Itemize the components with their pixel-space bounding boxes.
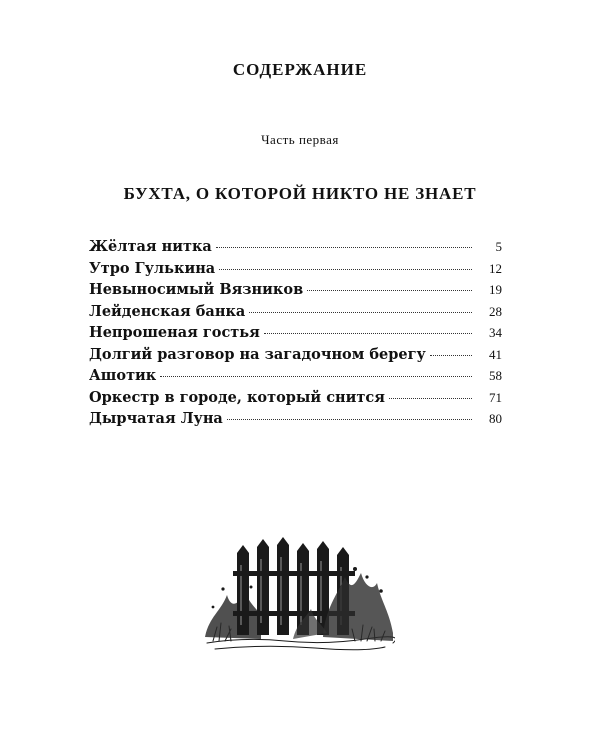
toc-entry-page: 5 <box>495 239 502 254</box>
dot-leader <box>227 419 472 420</box>
toc-entry-page: 71 <box>489 389 502 405</box>
toc-entry-title: Утро Гулькина <box>89 259 216 277</box>
toc-entry-title: Невыносимый Вязников <box>89 281 304 298</box>
dot-leader <box>307 290 472 291</box>
toc-entry-page: 12 <box>489 260 502 276</box>
dot-leader <box>219 269 472 270</box>
dot-leader <box>249 312 472 313</box>
dot-leader <box>216 247 472 248</box>
toc-entry-title: Жёлтая нитка <box>89 238 212 255</box>
toc-entry-page: 28 <box>489 303 502 319</box>
toc-entry <box>89 324 502 346</box>
toc-entry-title: Дырчатая Луна <box>89 410 223 427</box>
section-title: БУХТА, О КОТОРОЙ НИКТО НЕ ЗНАЕТ <box>123 184 477 203</box>
table-of-contents <box>89 238 502 432</box>
toc-entry <box>89 389 502 411</box>
fence-illustration <box>205 525 395 655</box>
dot-leader <box>389 398 472 399</box>
toc-entry-page: 58 <box>489 368 502 383</box>
contents-heading: СОДЕРЖАНИЕ <box>232 60 368 79</box>
toc-entry-title: Оркестр в городе, который снится <box>89 388 385 406</box>
dot-leader <box>430 355 472 356</box>
toc-entry-page: 41 <box>489 346 502 362</box>
toc-entry <box>89 346 502 368</box>
toc-entry-page: 19 <box>489 282 502 297</box>
dot-leader <box>264 333 472 334</box>
toc-entry-title: Непрошеная гостья <box>89 324 260 341</box>
toc-entry <box>89 260 502 282</box>
toc-entry <box>89 238 502 260</box>
toc-entry-page: 34 <box>489 325 502 340</box>
toc-entry <box>89 367 502 389</box>
dot-leader <box>160 376 472 377</box>
toc-entry <box>89 410 502 432</box>
toc-entry <box>89 281 502 303</box>
part-label: Часть первая <box>261 132 339 147</box>
toc-entry-page: 80 <box>489 411 502 426</box>
fence-with-bushes-icon <box>205 525 395 655</box>
toc-entry <box>89 303 502 325</box>
toc-entry-title: Долгий разговор на загадочном берегу <box>89 345 426 363</box>
toc-entry-title: Лейденская банка <box>89 302 246 320</box>
toc-entry-title: Ашотик <box>89 367 157 384</box>
